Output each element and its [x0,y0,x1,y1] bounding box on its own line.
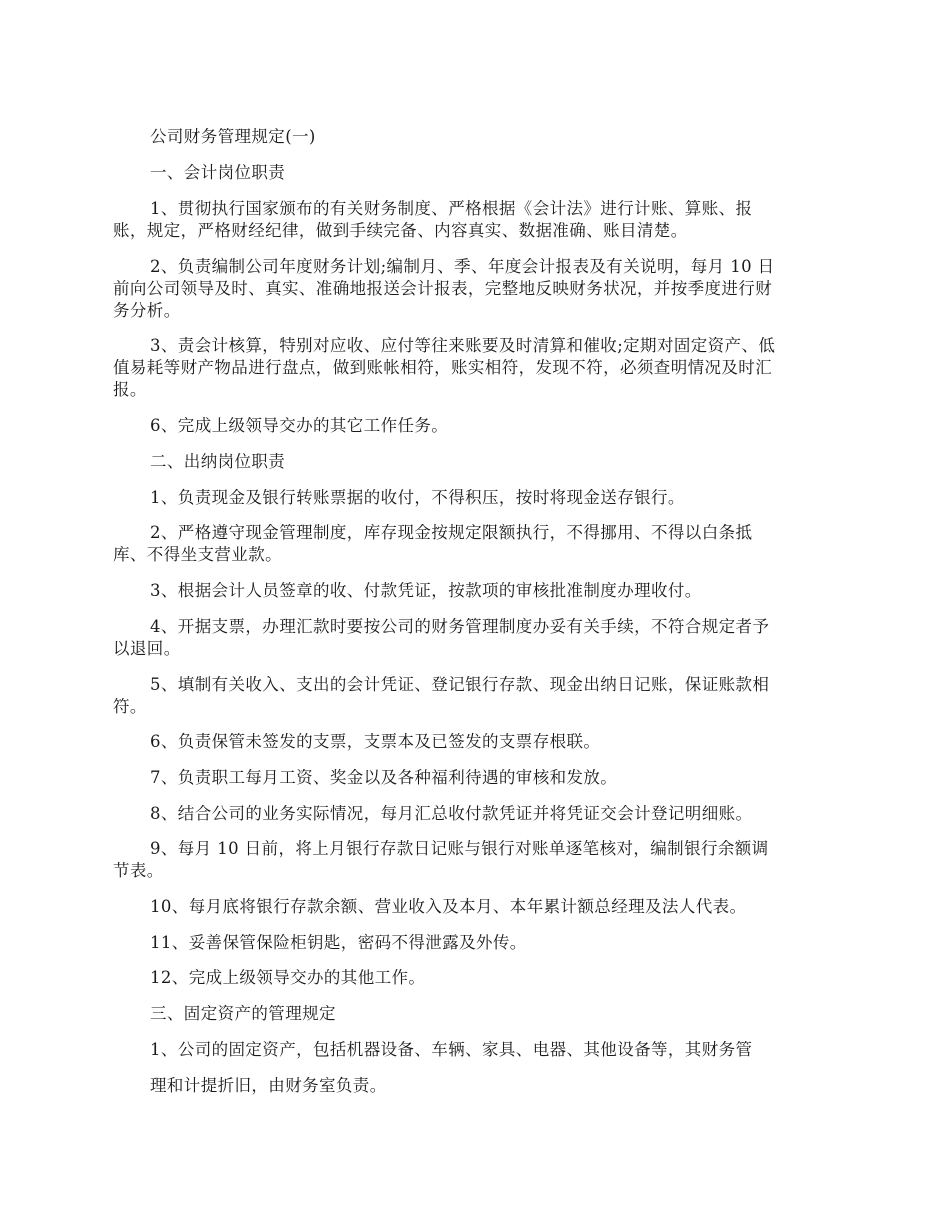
paragraph-line: 库、不得坐支营业款。 [113,545,282,564]
paragraph-line: 1、贯彻执行国家颁布的有关财务制度、严格根据《会计法》进行计账、算账、报 [150,199,753,218]
paragraph-line: 值易耗等财产物品进行盘点，做到账帐相符，账实相符，发现不符，必须查明情况及时汇 [113,358,773,377]
paragraph-line: 理和计提折旧，由财务室负责。 [150,1076,387,1095]
paragraph-line: 2、负责编制公司年度财务计划;编制月、季、年度会计报表及有关说明，每月 10 日 [150,257,775,276]
paragraph-line: 符。 [113,697,147,716]
section-heading: 三、固定资产的管理规定 [150,1004,336,1023]
paragraph-line: 4、开据支票，办理汇款时要按公司的财务管理制度办妥有关手续，不符合规定者予 [150,617,770,636]
paragraph-line: 务分析。 [113,301,181,320]
paragraph-line: 6、完成上级领导交办的其它工作任务。 [150,416,449,435]
paragraph-line: 3、责会计核算，特别对应收、应付等往来账要及时清算和催收;定期对固定资产、低 [150,336,776,355]
paragraph-line: 10、每月底将银行存款余额、营业收入及本月、本年累计额总经理及法人代表。 [150,897,747,916]
paragraph-line: 3、根据会计人员签章的收、付款凭证，按款项的审核批准制度办理收付。 [150,581,702,600]
paragraph-line: 前向公司领导及时、真实、准确地报送会计报表，完整地反映财务状况，并按季度进行财 [113,279,773,298]
paragraph-line: 7、负责职工每月工资、奖金以及各种福利待遇的审核和发放。 [150,768,618,787]
paragraph-line: 1、公司的固定资产，包括机器设备、车辆、家具、电器、其他设备等，其财务管 [150,1040,753,1059]
paragraph-line: 6、负责保管未签发的支票，支票本及已签发的支票存根联。 [150,732,601,751]
document-title: 公司财务管理规定(一) [150,127,316,146]
paragraph-line: 1、负责现金及银行转账票据的收付，不得积压，按时将现金送存银行。 [150,488,685,507]
paragraph-line: 以退回。 [113,639,181,658]
paragraph-line: 9、每月 10 日前，将上月银行存款日记账与银行对账单逐笔核对，编制银行余额调 [150,839,769,858]
paragraph-line: 2、严格遵守现金管理制度，库存现金按规定限额执行，不得挪用、不得以白条抵 [150,523,753,542]
section-heading: 二、出纳岗位职责 [150,452,286,471]
paragraph-line: 报。 [113,380,147,399]
paragraph-line: 8、结合公司的业务实际情况，每月汇总收付款凭证并将凭证交会计登记明细账。 [150,804,753,823]
paragraph-line: 11、妥善保管保险柜钥匙，密码不得泄露及外传。 [150,933,527,952]
paragraph-line: 12、完成上级领导交办的其他工作。 [150,968,426,987]
paragraph-line: 账，规定，严格财经纪律，做到手续完备、内容真实、数据准确、账目清楚。 [113,221,688,240]
section-heading: 一、会计岗位职责 [150,163,286,182]
paragraph-line: 节表。 [113,861,164,880]
paragraph-line: 5、填制有关收入、支出的会计凭证、登记银行存款、现金出纳日记账，保证账款相 [150,675,770,694]
